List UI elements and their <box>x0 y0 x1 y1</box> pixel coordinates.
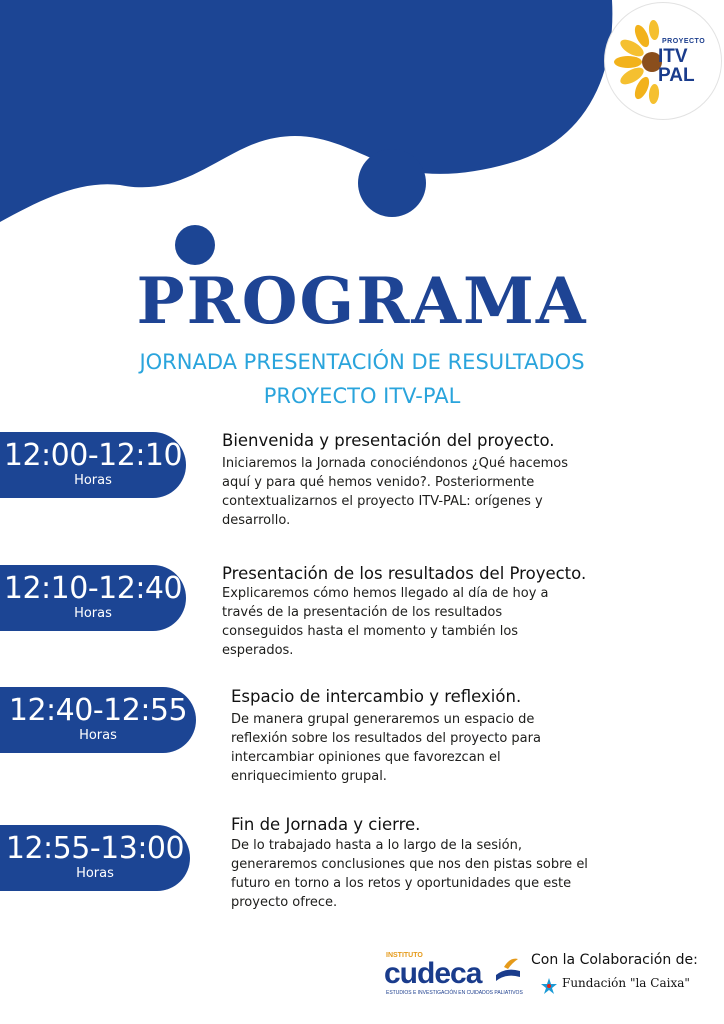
time-range: 12:55-13:00 <box>5 831 185 866</box>
decorative-circle-small <box>175 225 215 265</box>
page-title: PROGRAMA <box>136 264 588 339</box>
time-badge-4 <box>0 825 190 891</box>
time-unit: Horas <box>74 606 112 621</box>
logo-line1: ITV <box>658 46 688 67</box>
cudeca-logo: cudeca <box>384 957 482 990</box>
item-title-1: Bienvenida y presentación del proyecto. <box>222 431 555 450</box>
time-unit: Horas <box>79 728 117 743</box>
star-icon <box>540 977 558 995</box>
time-range: 12:00-12:10 <box>3 438 183 473</box>
item-description-3: De manera grupal generaremos un espacio de reflexión sobre los resultados del proyecto para intercambiar opiniones que favorezcan el enriquecimiento grupal. <box>231 712 541 784</box>
item-title-3: Espacio de intercambio y reflexión. <box>231 687 522 706</box>
cudeca-tagline: ESTUDIOS E INVESTIGACIÓN EN CUIDADOS PALIATIVOS <box>386 990 523 996</box>
collaboration-label: Con la Colaboración de: <box>531 952 698 968</box>
blue-wave-shape <box>0 0 612 222</box>
item-description-2: Explicaremos cómo hemos llegado al día de hoy a través de la presentación de los resultados conseguidos hasta el momento y también los esperados. <box>222 586 549 658</box>
time-badge-2 <box>0 565 186 631</box>
item-description-1: Iniciaremos la Jornada conociéndonos ¿Qué hacemos aquí y para qué hemos venido?. Posteriormente contextualizarnos el proyecto ITV-PAL: orígenes y desarrollo. <box>222 456 568 528</box>
item-description-4: De lo trabajado hasta a lo largo de la sesión, generaremos conclusiones que nos den pistas sobre el futuro en torno a los retos y oportunidades que este proyecto ofrece. <box>231 838 588 910</box>
logo-small-text: PROYECTO <box>662 38 706 45</box>
item-title-2: Presentación de los resultados del Proyecto. <box>222 564 587 583</box>
cudeca-logo-small: INSTITUTO <box>386 952 423 959</box>
subtitle-line1: JORNADA PRESENTACIÓN DE RESULTADOS <box>139 350 585 374</box>
caixa-foundation-name: Fundación "la Caixa" <box>562 976 690 990</box>
sunflower-icon <box>612 20 664 104</box>
logo-line2: PAL <box>658 65 695 86</box>
subtitle-line2: PROYECTO ITV-PAL <box>263 384 461 408</box>
time-range: 12:40-12:55 <box>8 693 188 728</box>
time-badge-1 <box>0 432 186 498</box>
item-title-4: Fin de Jornada y cierre. <box>231 815 421 834</box>
decorative-circle-large <box>358 149 426 217</box>
time-unit: Horas <box>76 866 114 881</box>
time-badge-3 <box>0 687 196 753</box>
time-unit: Horas <box>74 473 112 488</box>
cudeca-book-icon <box>494 955 522 985</box>
time-range: 12:10-12:40 <box>3 571 183 606</box>
